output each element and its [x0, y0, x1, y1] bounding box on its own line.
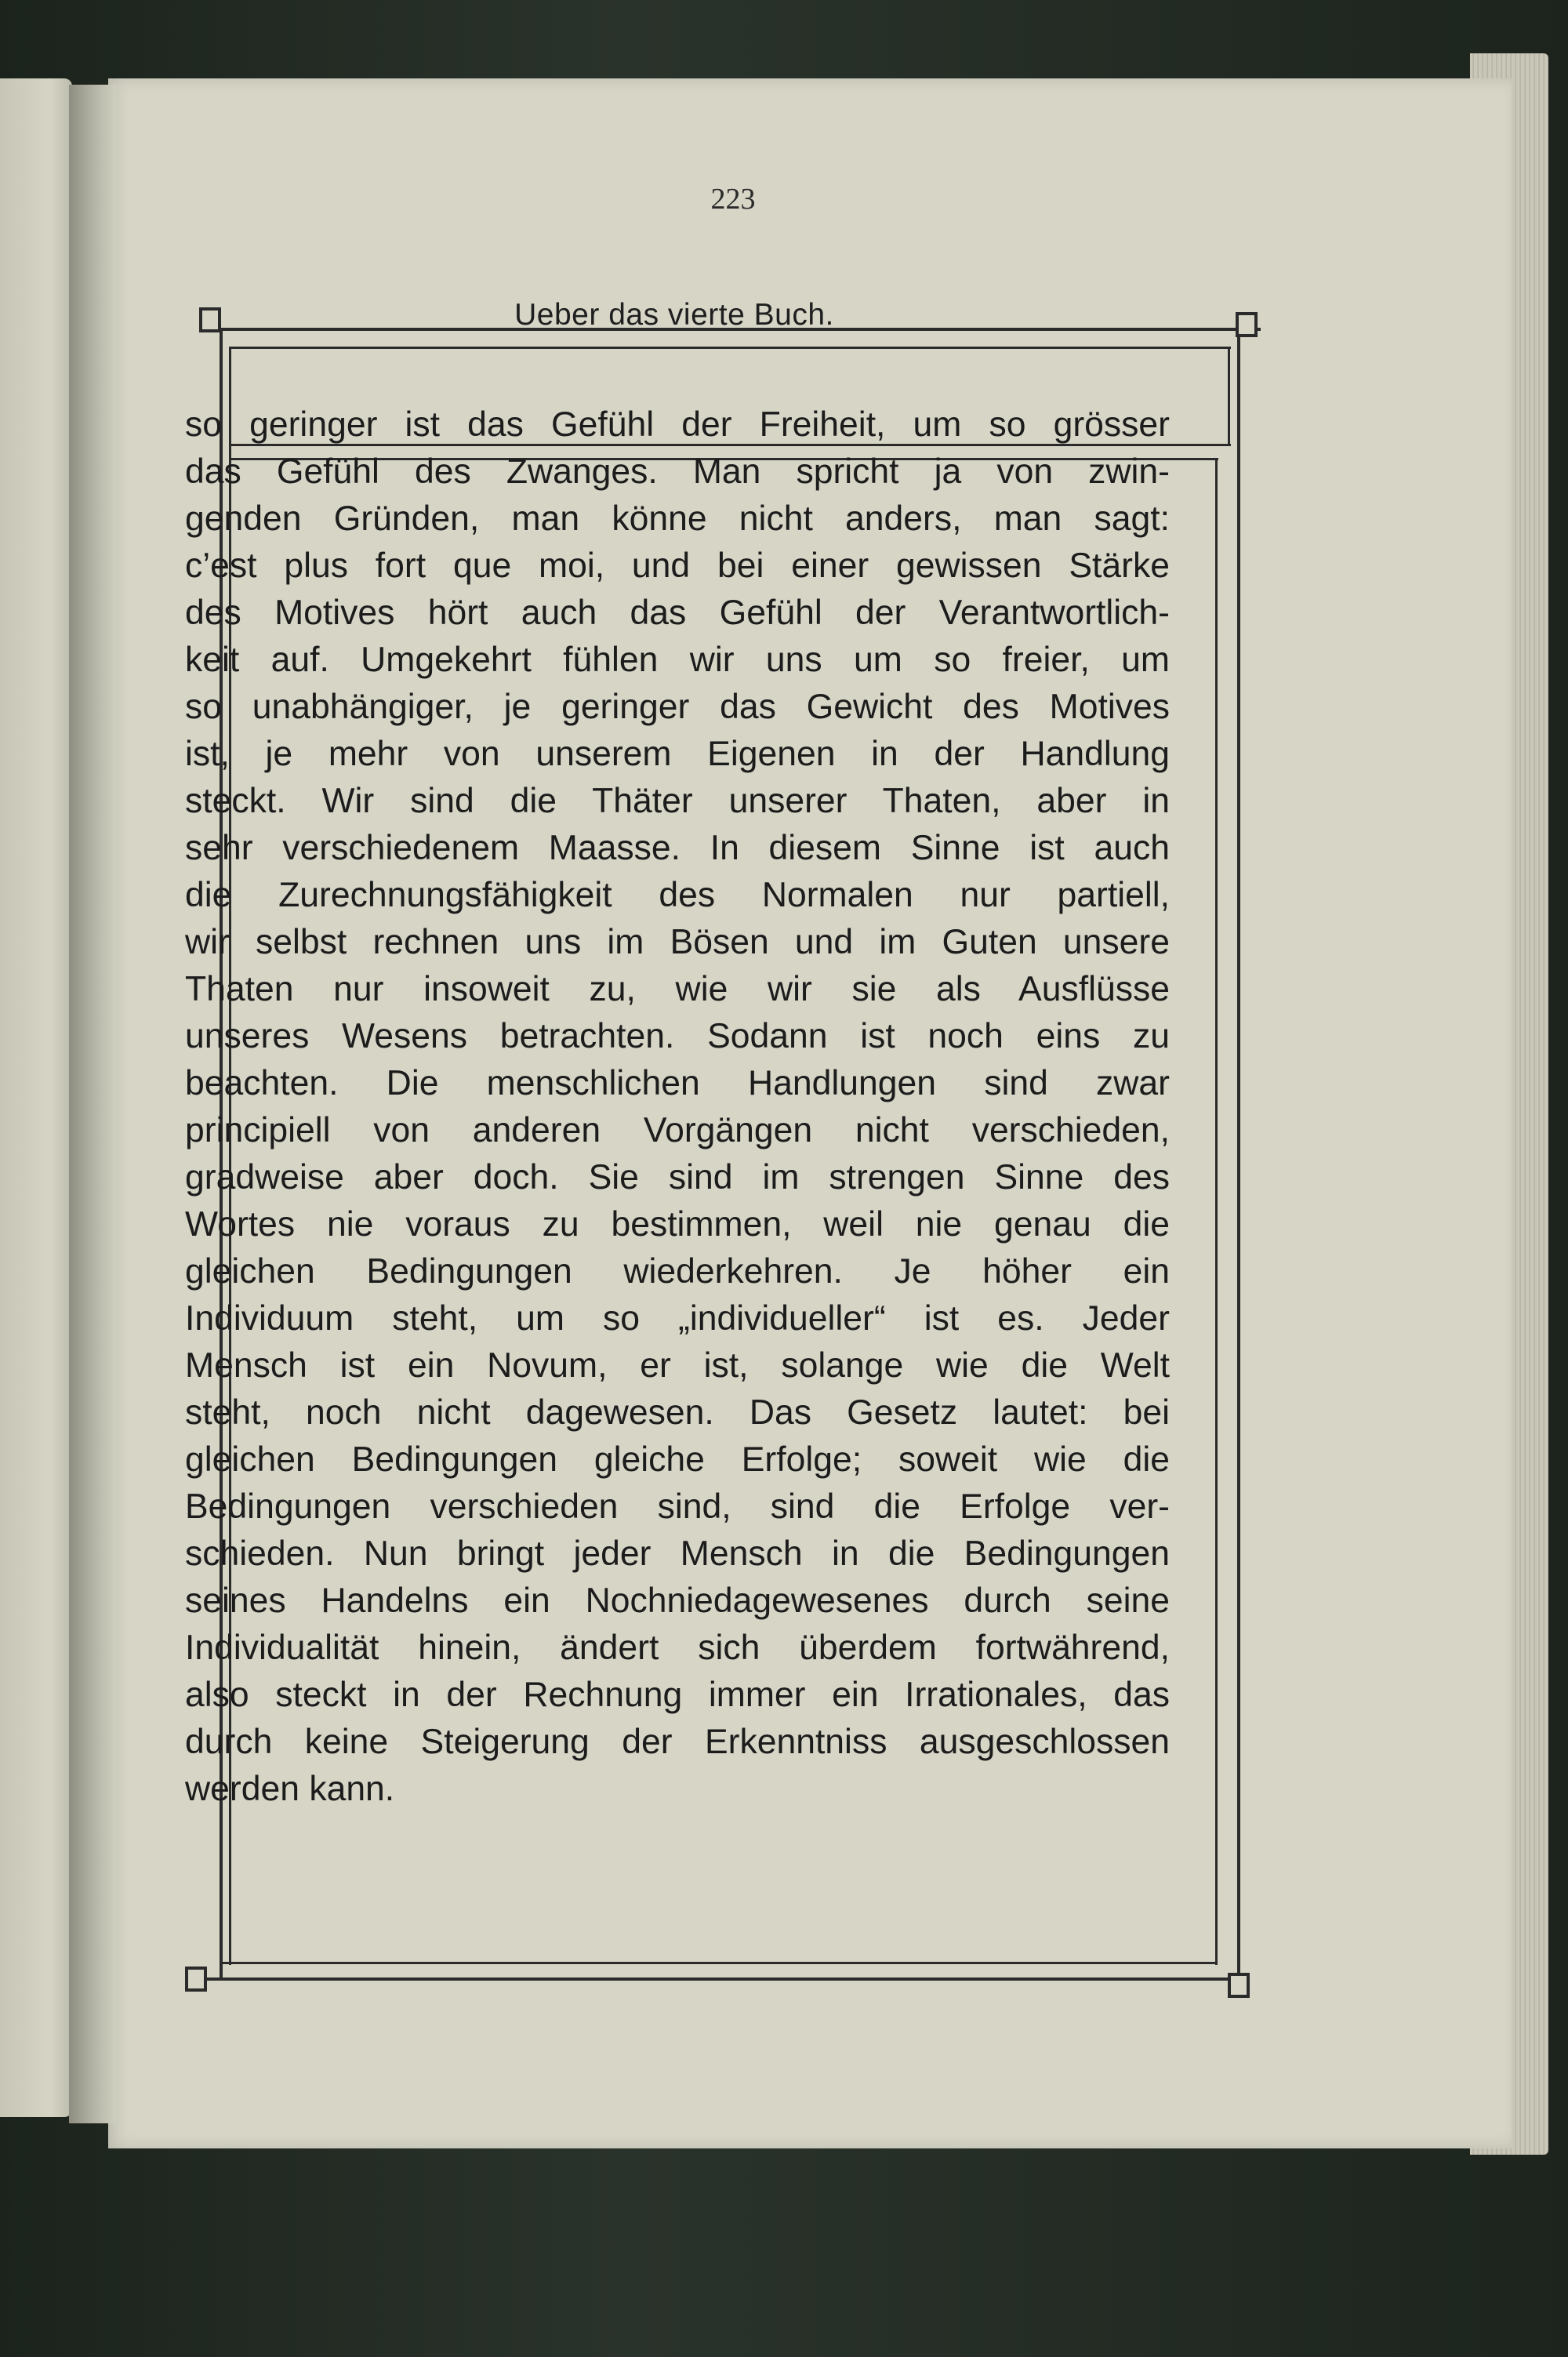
text-line: des Motives hört auch das Gefühl der Verantwortlich- — [185, 594, 1170, 632]
text-line: steckt. Wir sind die Thäter unserer Thaten, aber in — [185, 782, 1170, 820]
frame-right-header — [1228, 347, 1230, 446]
body-text — [185, 401, 1170, 1813]
frame-bottom-inner — [220, 1962, 1217, 1964]
text-line: steht, noch nicht dagewesen. Das Gesetz lautet: bei — [185, 1393, 1170, 1432]
text-line: Wortes nie voraus zu bestimmen, weil nie genau die — [185, 1205, 1170, 1244]
frame-bottom-line — [205, 1977, 1250, 1981]
frame-right-inner — [1215, 458, 1218, 1965]
frame-corner-top-right — [1236, 312, 1258, 337]
text-line: das Gefühl des Zwanges. Man spricht ja von zwin- — [185, 452, 1170, 491]
text-line: principiell von anderen Vorgängen nicht verschieden, — [185, 1111, 1170, 1149]
text-line: ist, je mehr von unserem Eigenen in der Handlung — [185, 735, 1170, 773]
text-line: gradweise aber doch. Sie sind im strengen Sinne des — [185, 1158, 1170, 1197]
text-line: Individualität hinein, ändert sich überdem fortwährend, — [185, 1629, 1170, 1667]
frame-corner-bottom-left — [185, 1967, 207, 1992]
text-line: sehr verschiedenem Maasse. In diesem Sinne ist auch — [185, 829, 1170, 867]
book-gutter — [69, 85, 116, 2123]
text-line: Mensch ist ein Novum, er ist, solange wie die Welt — [185, 1346, 1170, 1385]
text-line: Thaten nur insoweit zu, wie wir sie als Ausflüsse — [185, 970, 1170, 1008]
text-line: Individuum steht, um so „individueller“ ist es. Jeder — [185, 1299, 1170, 1338]
text-line: gleichen Bedingungen wiederkehren. Je höher ein — [185, 1252, 1170, 1291]
text-line: die Zurechnungsfähigkeit des Normalen nur partiell, — [185, 876, 1170, 914]
running-head: Ueber das vierte Buch. — [514, 298, 834, 332]
page-number: 223 — [710, 183, 756, 216]
frame-header-top — [229, 347, 1231, 349]
text-line: also steckt in der Rechnung immer ein Irrationales, das — [185, 1676, 1170, 1714]
text-line: schieden. Nun bringt jeder Mensch in die Bedingungen — [185, 1534, 1170, 1573]
text-line: unseres Wesens betrachten. Sodann ist noch eins zu — [185, 1017, 1170, 1055]
text-line: keit auf. Umgekehrt fühlen wir uns um so freier, um — [185, 641, 1170, 679]
text-line: wir selbst rechnen uns im Bösen und im Guten unsere — [185, 923, 1170, 961]
text-line: genden Gründen, man könne nicht anders, man sagt: — [185, 499, 1170, 538]
text-line: werden kann. — [185, 1770, 395, 1808]
text-line: Bedingungen verschieden sind, sind die Erfolge ver- — [185, 1487, 1170, 1526]
left-page-edge — [0, 78, 72, 2117]
text-line: seines Handelns ein Nochniedagewesenes durch seine — [185, 1582, 1170, 1620]
text-line: beachten. Die menschlichen Handlungen sind zwar — [185, 1064, 1170, 1102]
text-line: so geringer ist das Gefühl der Freiheit, um so grösser — [185, 405, 1170, 444]
text-line: so unabhängiger, je geringer das Gewicht des Motives — [185, 688, 1170, 726]
frame-right-outer — [1237, 329, 1240, 1979]
text-line: gleichen Bedingungen gleiche Erfolge; soweit wie die — [185, 1440, 1170, 1479]
text-line: c’est plus fort que moi, und bei einer gewissen Stärke — [185, 547, 1170, 585]
frame-corner-bottom-right — [1228, 1973, 1250, 1998]
text-line: durch keine Steigerung der Erkenntniss ausgeschlossen — [185, 1723, 1170, 1761]
